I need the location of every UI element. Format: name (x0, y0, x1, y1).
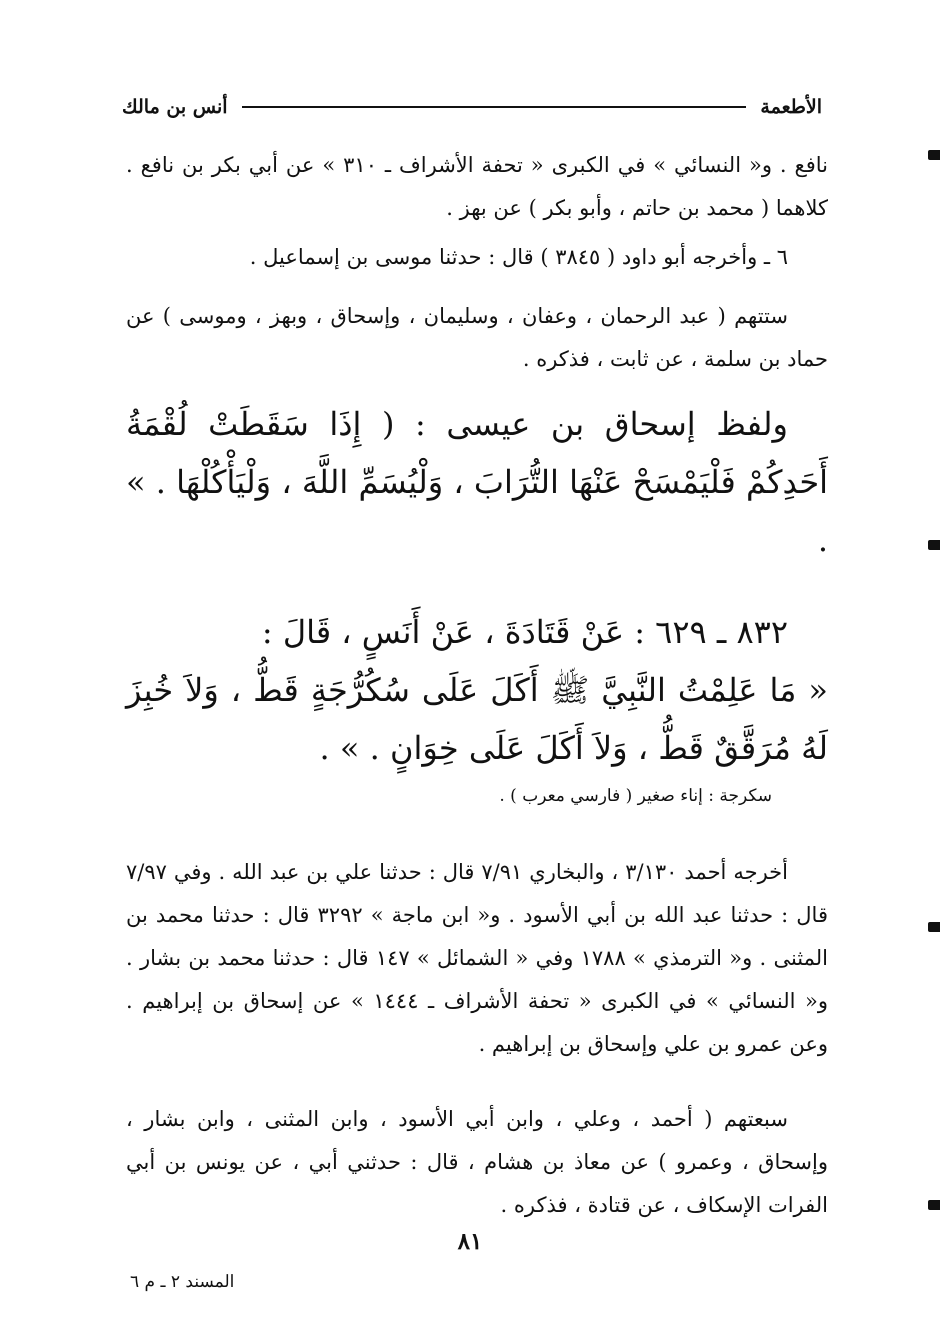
paragraph-ishaq-wording: ولفظ إسحاق بن عيسى : ( إِذَا سَقَطَتْ لُقْمَةُ أَحَدِكُمْ فَلْيَمْسَحْ عَنْهَا التُّرَابَ ، وَلْيُسَمِّ اللَّهَ ، وَلْيَأْكُلْهَا . » . (126, 405, 828, 559)
page-body (126, 144, 828, 1227)
edge-mark (928, 540, 940, 550)
paragraph-seven-narrators: سبعتهم ( أحمد ، وعلي ، وابن أبي الأسود ، وابن المثنى ، وابن بشار ، وإسحاق ، وعمرو ) عن معاذ بن هشام ، قال : حدثني أبي ، عن يونس بن أبي الفرات الإسكاف ، عن قتادة ، فذكره . (126, 1107, 828, 1217)
glossary-note: سكرجة : إناء صغير ( فارسي معرب ) . (499, 786, 772, 806)
hadith-text: « مَا عَلِمْتُ النَّبِيَّ ﷺ أَكَلَ عَلَى سُكُرُّجَةٍ قَطُّ ، وَلاَ خُبِزَ لَهُ مُرَقَّقٌ قَطُّ ، وَلاَ أَكَلَ عَلَى خِوَانٍ . » . (126, 671, 829, 767)
header-rule (242, 106, 747, 108)
hadith-number-heading: ٨٣٢ ـ ٦٢٩ : عَنْ قَتَادَةَ ، عَنْ أَنَسٍ ، قَالَ : (261, 613, 788, 651)
running-header (122, 92, 822, 122)
header-narrator: أنس بن مالك (122, 96, 228, 118)
page-number: ٨١ (457, 1228, 483, 1255)
signature-mark: المسند ٢ ـ م ٦ (130, 1272, 235, 1292)
edge-mark (928, 922, 940, 932)
paragraph-abu-dawud: ٦ ـ وأخرجه أبو داود ( ٣٨٤٥ ) قال : حدثنا موسى بن إسماعيل . (249, 245, 788, 269)
edge-mark (928, 150, 940, 160)
edge-mark (928, 1200, 940, 1210)
paragraph-takhrij: أخرجه أحمد ٣/١٣٠ ، والبخاري ٧/٩١ قال : حدثنا علي بن عبد الله . وفي ٧/٩٧ قال : حدثنا عبد الله بن أبي الأسود . و« ابن ماجة » ٣٢٩٢ قال : حدثنا محمد بن المثنى . و« الترمذي » ١٧٨٨ وفي « الشمائل » ١٤٧ قال : حدثنا محمد بن بشار . و« النسائي » في الكبرى « تحفة الأشراف ـ ١٤٤٤ » عن إسحاق بن إبراهيم . وعن عمرو بن علي وإسحاق بن إبراهيم . (126, 860, 829, 1056)
paragraph-continuation: نافع . و« النسائي » في الكبرى « تحفة الأشراف ـ ٣١٠ » عن أبي بكر بن نافع . كلاهما ( محمد بن حاتم ، وأبو بكر ) عن بهز . (126, 153, 828, 220)
paragraph-six-narrators: ستتهم ( عبد الرحمان ، وعفان ، وسليمان ، وإسحاق ، وبهز ، وموسى ) عن حماد بن سلمة ، عن ثابت ، فذكره . (126, 304, 828, 371)
header-section-title: الأطعمة (760, 96, 822, 118)
